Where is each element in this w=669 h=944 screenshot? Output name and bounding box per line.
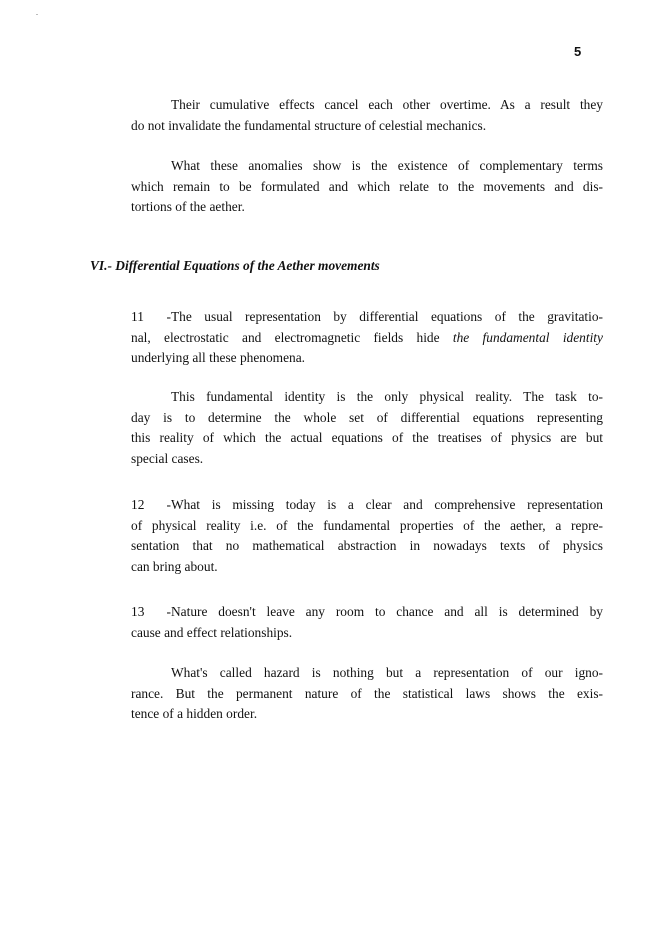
paragraph-number: 12 - — [131, 497, 171, 512]
text-fragment: What is missing today is a clear and comprehensive representation — [171, 497, 603, 512]
scan-speck — [36, 14, 38, 15]
text-line: What's called hazard is nothing but a representation of our igno- — [171, 665, 603, 680]
text-line: Their cumulative effects cancel each other overtime. As a result they — [171, 97, 603, 112]
paragraph-fundamental-identity — [131, 387, 603, 469]
text-fragment: The usual representation by differential equations of the gravitatio- — [171, 309, 603, 324]
text-line: do not invalidate the fundamental structure of celestial mechanics. — [131, 117, 487, 133]
text-line: day is to determine the whole set of differential equations representing — [131, 409, 603, 425]
text-line — [131, 307, 603, 328]
emphasis-text: the fundamental identity — [452, 329, 603, 345]
paragraph-hazard — [131, 663, 603, 725]
paragraph-13 — [131, 602, 603, 643]
paragraph-number: 13 - — [131, 604, 171, 619]
paragraph-number: 11 - — [131, 309, 171, 324]
text-line: sentation that no mathematical abstraction in nowadays texts of physics — [131, 538, 603, 554]
section-heading: VI.- Differential Equations of the Aether movements — [90, 258, 380, 273]
page-number: 5 — [574, 44, 582, 59]
text-line — [131, 495, 603, 516]
text-line: This fundamental identity is the only physical reality. The task to- — [171, 389, 603, 404]
text-line — [131, 328, 603, 349]
paragraph-12 — [131, 495, 603, 577]
text-line: rance. But the permanent nature of the statistical laws shows the exis- — [131, 685, 603, 701]
text-line: tortions of the aether. — [131, 199, 245, 215]
paragraph-cumulative-effects — [131, 95, 603, 136]
text-line: underlying all these phenomena. — [131, 350, 306, 366]
text-line: cause and effect relationships. — [131, 624, 293, 640]
text-line: can bring about. — [131, 558, 218, 574]
text-fragment: nal, electrostatic and electromagnetic fields hide — [131, 329, 440, 345]
text-line: special cases. — [131, 450, 204, 466]
text-line — [131, 602, 603, 623]
paragraph-anomalies — [131, 156, 603, 218]
text-line: of physical reality i.e. of the fundamental properties of the aether, a repre- — [131, 517, 603, 533]
text-line: tence of a hidden order. — [131, 706, 258, 722]
text-line: this reality of which the actual equations of the treatises of physics are but — [131, 430, 603, 446]
paragraph-11 — [131, 307, 603, 369]
text-fragment: Nature doesn't leave any room to chance and all is determined by — [171, 604, 603, 619]
text-line: What these anomalies show is the existence of complementary terms — [171, 158, 603, 173]
text-line: which remain to be formulated and which relate to the movements and dis- — [131, 178, 603, 194]
